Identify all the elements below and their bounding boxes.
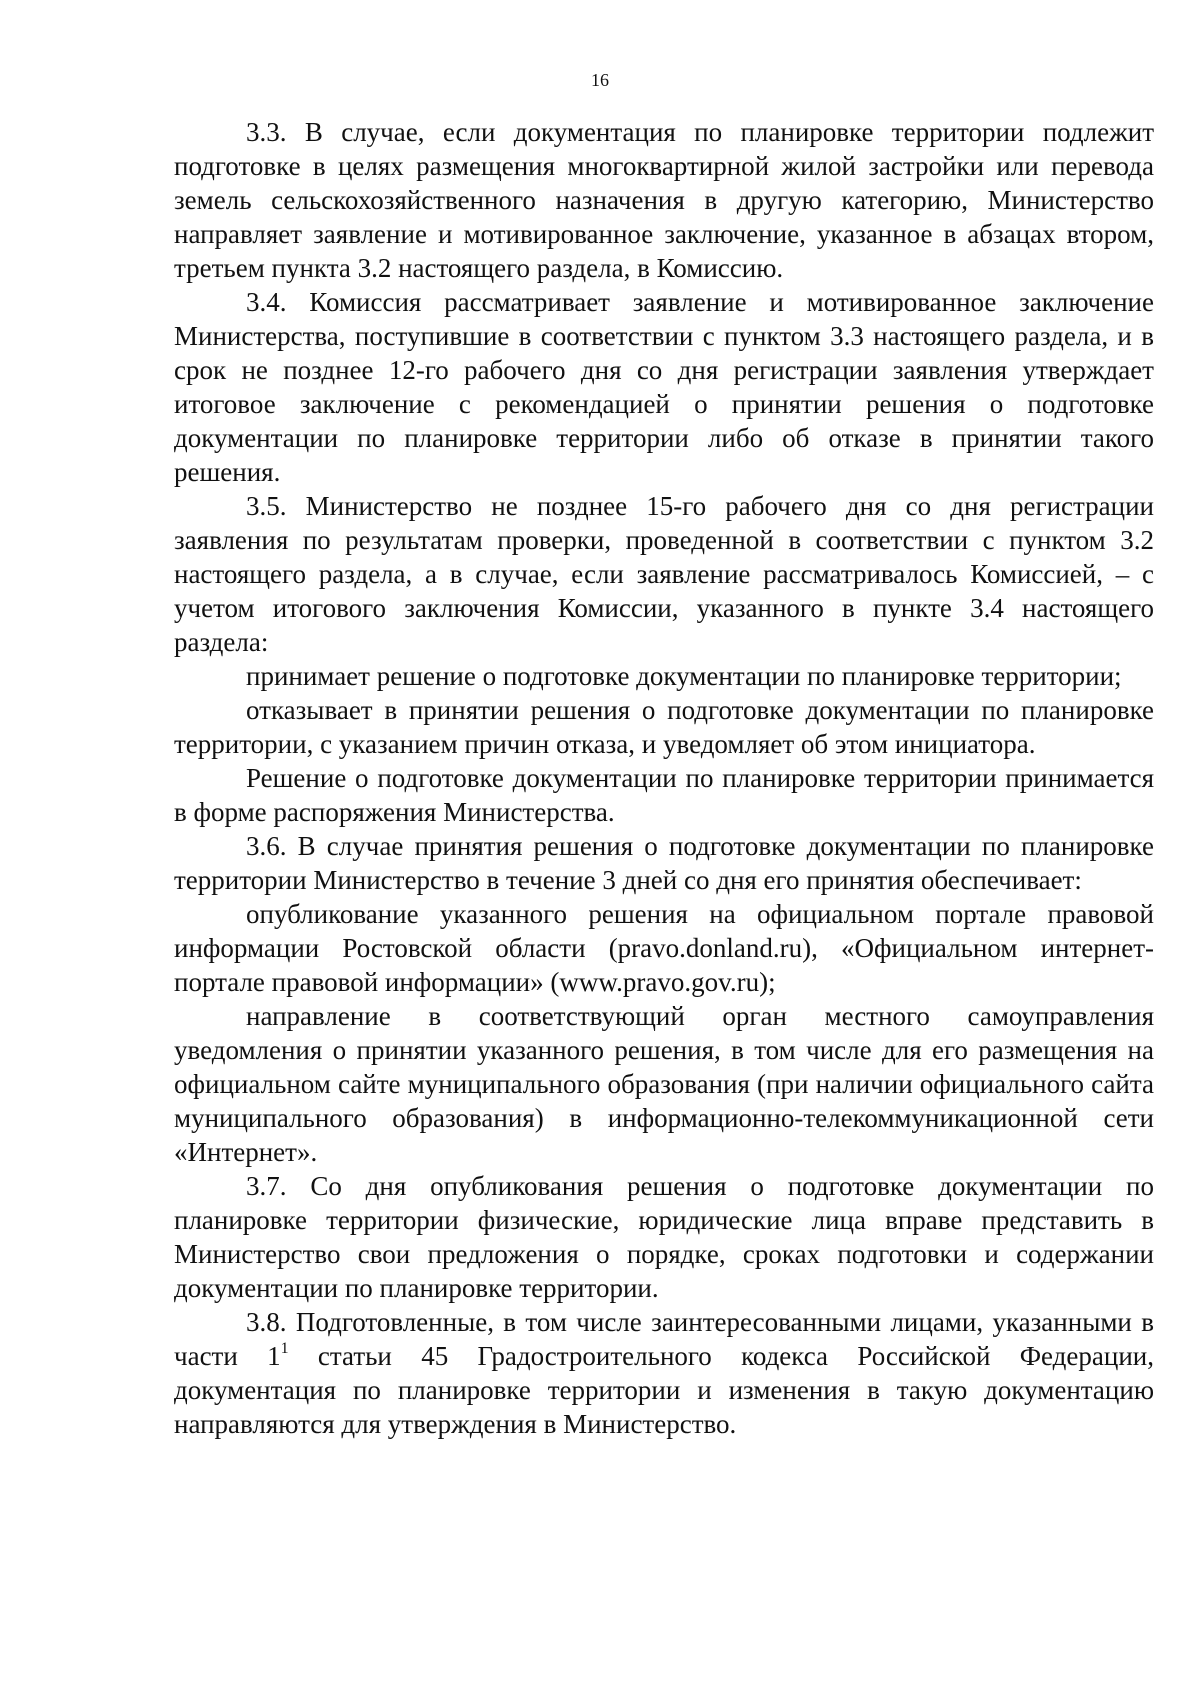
paragraph-3-5: 3.5. Министерство не позднее 15-го рабочего дня со дня регистрации заявления по результатам проверки, проведенной в соответствии с пунктом 3.2 настоящего раздела, а в случае, если заявление рассматривалось Комиссией, – с учетом итогового заключения Комиссии, указанного в пункте 3.4 настоящего раздела: bbox=[174, 491, 1154, 657]
paragraph-refuses-decision: отказывает в принятии решения о подготовке документации по планировке территории, с указанием причин отказа, и уведомляет об этом инициатора. bbox=[174, 695, 1154, 759]
paragraph-publication: опубликование указанного решения на официальном портале правовой информации Ростовской области (pravo.donland.ru), «Официальном интернет-портале правовой информации» (www.pravo.gov.ru); bbox=[174, 899, 1154, 997]
paragraph-3-8-end: статьи 45 Градостроительного кодекса Российской Федерации, документация по планировке территории и изменения в такую документацию направляются для утверждения в Министерство. bbox=[174, 1341, 1154, 1439]
paragraph-3-3: 3.3. В случае, если документация по планировке территории подлежит подготовке в целях размещения многоквартирной жилой застройки или перевода земель сельскохозяйственного назначения в другую категорию, Министерство направляет заявление и мотивированное заключение, указанное в абзацах втором, третьем пункта 3.2 настоящего раздела, в Комиссию. bbox=[174, 117, 1154, 283]
paragraph-decision-form: Решение о подготовке документации по планировке территории принимается в форме распоряжения Министерства. bbox=[174, 763, 1154, 827]
paragraph-notification: направление в соответствующий орган местного самоуправления уведомления о принятии указанного решения, в том числе для его размещения на официальном сайте муниципального образования (при наличии официального сайта муниципального образования) в информационно-телекоммуникационной сети «Интернет». bbox=[174, 1001, 1154, 1167]
paragraph-3-8-start: 3.8. Подготовленные, в том числе заинтересованными лицами, указанными в части 1 bbox=[174, 1307, 1154, 1371]
superscript-one: 1 bbox=[280, 1340, 289, 1357]
paragraph-3-4: 3.4. Комиссия рассматривает заявление и мотивированное заключение Министерства, поступившие в соответствии с пунктом 3.3 настоящего раздела, и в срок не позднее 12-го рабочего дня со дня регистрации заявления утверждает итоговое заключение с рекомендацией о принятии решения о подготовке документации по планировке территории либо об отказе в принятии такого решения. bbox=[174, 287, 1154, 487]
paragraph-3-7: 3.7. Со дня опубликования решения о подготовке документации по планировке территории физические, юридические лица вправе представить в Министерство свои предложения о порядке, сроках подготовки и содержании документации по планировке территории. bbox=[174, 1171, 1154, 1303]
page-number: 16 bbox=[591, 70, 609, 90]
paragraph-3-8 bbox=[174, 1305, 1154, 1441]
paragraph-accepts-decision: принимает решение о подготовке документации по планировке территории; bbox=[246, 661, 1122, 691]
document-body bbox=[174, 115, 1154, 1441]
paragraph-3-6: 3.6. В случае принятия решения о подготовке документации по планировке территории Министерство в течение 3 дней со дня его принятия обеспечивает: bbox=[174, 831, 1154, 895]
